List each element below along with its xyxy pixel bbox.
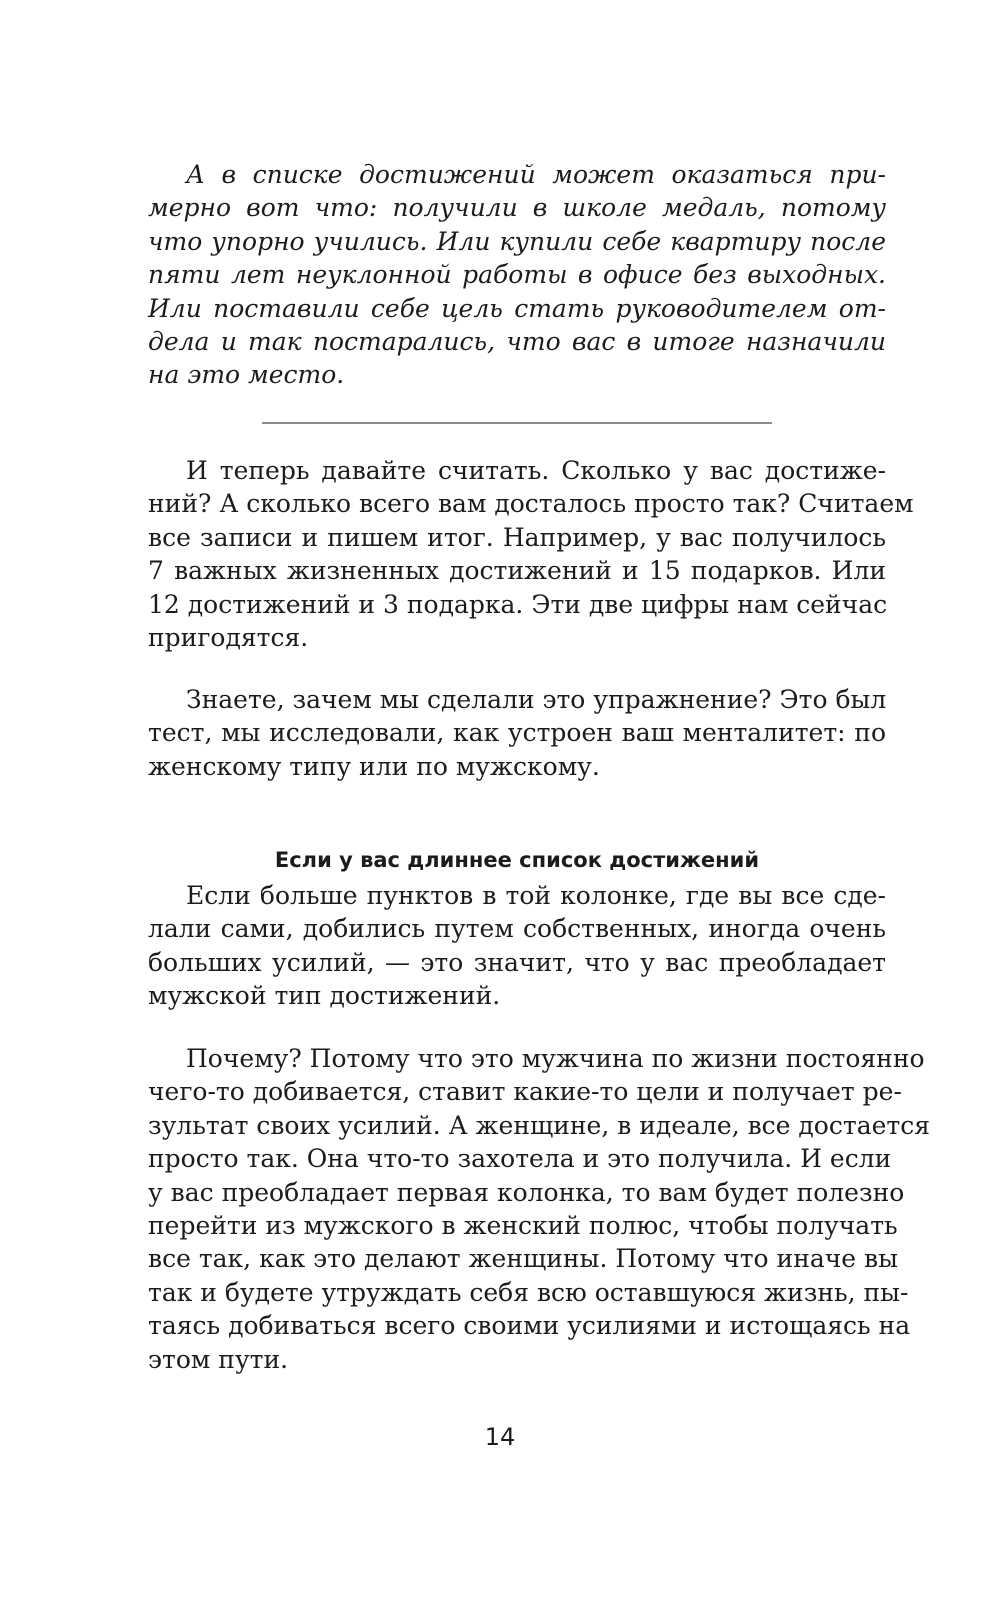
paragraph-line: Почему? Потому что это мужчина по жизни постоянно <box>186 1044 925 1073</box>
paragraph-line: тест, мы исследовали, как устроен ваш менталитет: по <box>148 718 886 748</box>
paragraph-line: 12 достижений и 3 подарка. Эти две цифры нам сейчас <box>148 589 888 619</box>
paragraph-line: мужской тип достижений. <box>148 981 501 1011</box>
paragraph-line: И теперь давайте считать. Сколько у вас достиже- <box>186 456 886 485</box>
paragraph-line: Знаете, зачем мы сделали это упражнение? Это был <box>186 685 887 714</box>
paragraph-line: просто так. Она что-то захотела и это получила. И если <box>148 1144 892 1174</box>
paragraph <box>148 454 914 654</box>
paragraph-line: так и будете утруждать себя всю оставшуюся жизнь, пы- <box>148 1277 909 1307</box>
paragraph-line: зультат своих усилий. А женщине, в идеале, все достается <box>148 1110 930 1140</box>
paragraph-line: перейти из мужского в женский полюс, чтобы получать <box>148 1211 898 1241</box>
paragraph-line: что упорно учились. Или купили себе квартиру после <box>148 226 886 256</box>
paragraph <box>148 1042 930 1376</box>
page-number: 14 <box>484 1423 516 1451</box>
italic-paragraph <box>148 158 886 392</box>
paragraph-line: ний? А сколько всего вам досталось просто так? Считаем <box>148 489 914 519</box>
paragraph-line: А в списке достижений может оказаться при- <box>186 160 886 189</box>
paragraph <box>148 683 886 783</box>
paragraph-line: больших усилий, — это значит, что у вас преобладает <box>148 947 886 977</box>
paragraph-line: Или поставили себе цель стать руководителем от- <box>148 293 886 323</box>
paragraph <box>148 879 886 1013</box>
paragraph-line: этом пути. <box>148 1344 289 1374</box>
paragraph-line: лали сами, добились путем собственных, иногда очень <box>148 914 886 944</box>
section-heading: Если у вас длиннее список достижений <box>274 848 760 872</box>
paragraph-line: дела и так постарались, что вас в итоге назначили <box>148 327 886 357</box>
paragraph-line: чего-то добивается, ставит какие-то цели и получает ре- <box>148 1077 902 1107</box>
paragraph-line: мерно вот что: получили в школе медаль, потому <box>148 193 886 223</box>
paragraph-line: все записи и пишем итог. Например, у вас получилось <box>148 522 886 552</box>
paragraph-line: все так, как это делают женщины. Потому что иначе вы <box>148 1244 898 1274</box>
section-divider <box>262 422 772 424</box>
paragraph-line: пяти лет неуклонной работы в офисе без выходных. <box>148 260 886 290</box>
paragraph-line: женскому типу или по мужскому. <box>148 751 600 781</box>
paragraph-line: таясь добиваться всего своими усилиями и истощаясь на <box>148 1311 911 1341</box>
paragraph-line: Если больше пунктов в той колонке, где вы все сде- <box>186 881 886 910</box>
paragraph-line: у вас преобладает первая колонка, то вам будет полезно <box>148 1177 905 1207</box>
paragraph-line: 7 важных жизненных достижений и 15 подарков. Или <box>148 556 886 586</box>
paragraph-line: пригодятся. <box>148 623 309 653</box>
paragraph-line: на это место. <box>148 360 345 390</box>
